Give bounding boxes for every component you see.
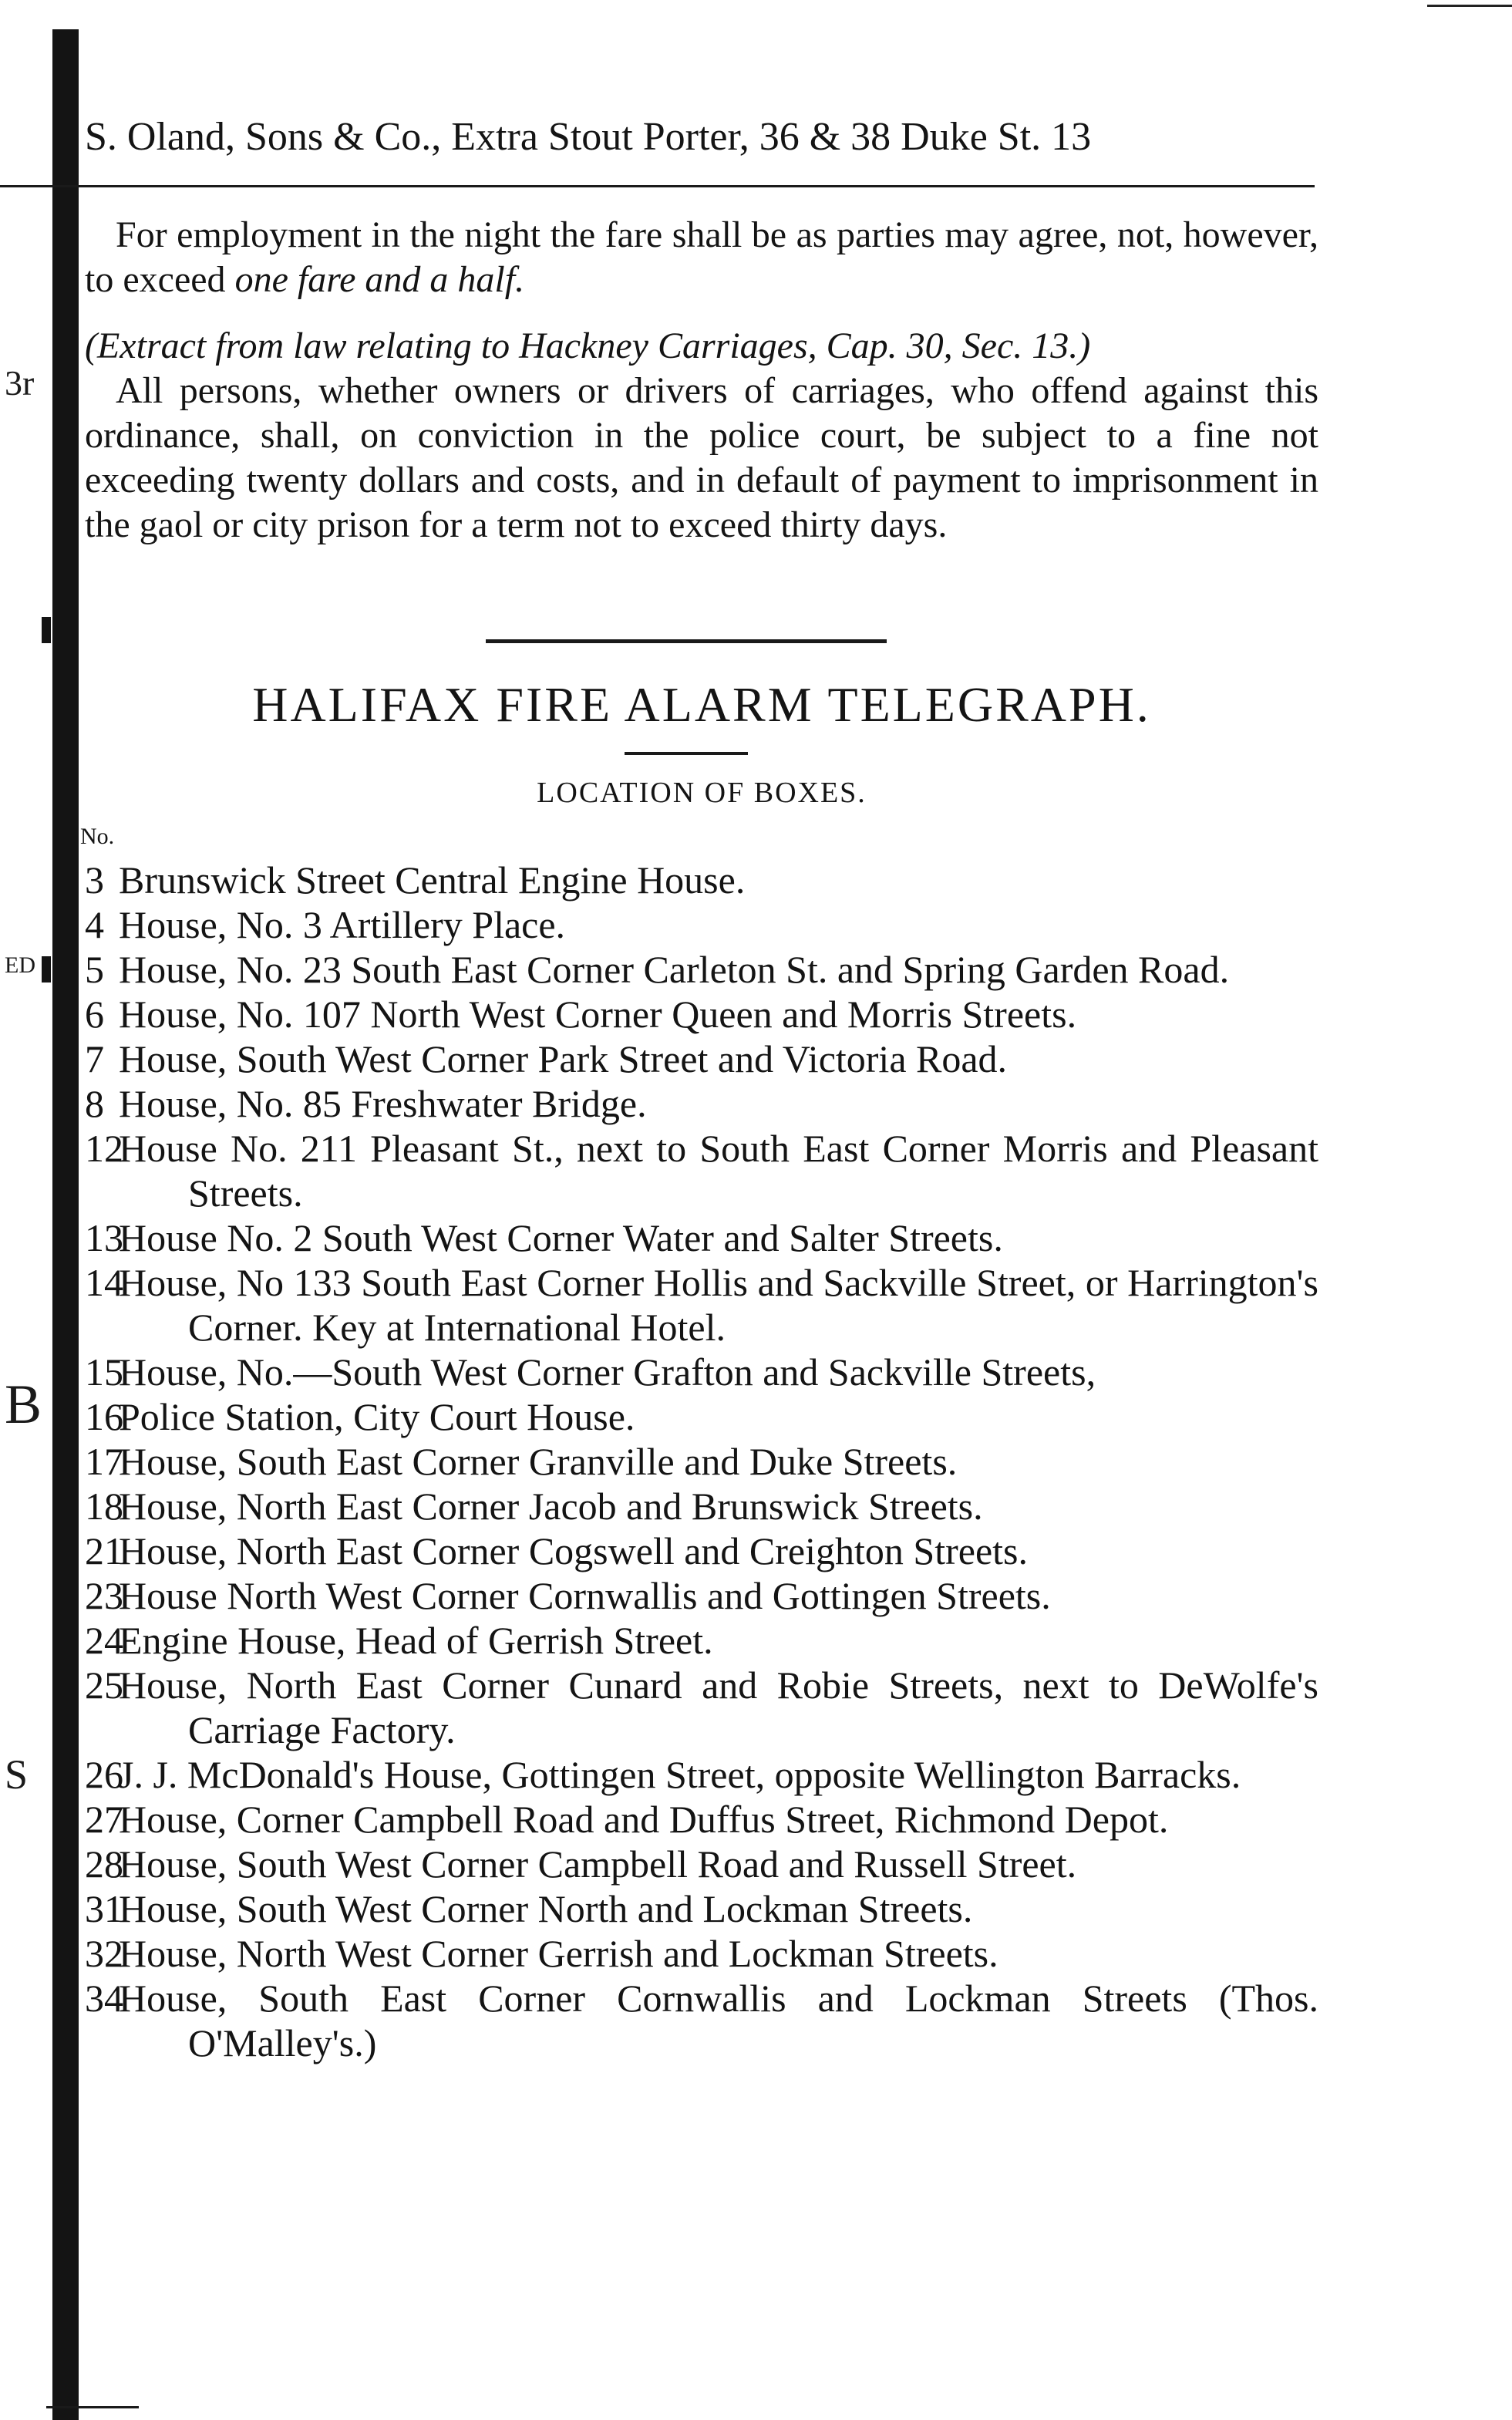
box-entry [85, 1618, 1318, 1663]
box-entry [85, 1529, 1318, 1573]
section-subtitle: LOCATION OF BOXES. [537, 777, 867, 809]
box-location: House, South West Corner Campbell Road and Russell Street. [119, 1842, 1077, 1886]
box-number: 4 [85, 903, 104, 946]
box-location: Engine House, Head of Gerrish Street. [119, 1619, 713, 1662]
box-location: House, No. 107 North West Corner Queen and Morris Streets. [119, 993, 1077, 1036]
box-location: House, South East Corner Cornwallis and Lockman Streets (Thos. O'Malley's.) [119, 1977, 1318, 2064]
box-entry [85, 1797, 1318, 1842]
fare-clause-emphasis: one fare and a half. [234, 259, 525, 300]
box-location: House, No 133 South East Corner Hollis and Sackville Street, or Harrington's Corner. Key at International Hotel. [119, 1261, 1318, 1349]
box-location: House, No. 3 Artillery Place. [119, 903, 566, 946]
box-number: 14 [85, 1261, 123, 1304]
box-number: 13 [85, 1216, 123, 1259]
law-extract-text: All persons, whether owners or drivers of carriages, who offend against this ordinance, shall, on conviction in the police court, be subject to a fine not exceeding twenty dollars and costs, and in default of payment to imprisonment in the gaol or city prison for a term not to exceed thirty days. [85, 370, 1318, 545]
fare-clause [85, 213, 1318, 302]
box-number: 32 [85, 1932, 123, 1975]
binding-chip [42, 617, 51, 643]
box-number: 15 [85, 1350, 123, 1394]
box-entry [85, 902, 1318, 947]
box-number: 7 [85, 1037, 104, 1080]
box-location: House North West Corner Cornwallis and Gottingen Streets. [119, 1574, 1051, 1617]
margin-fragment: B [5, 1373, 42, 1435]
box-location: House, South East Corner Granville and Duke Streets. [119, 1440, 958, 1483]
box-location: House, No. 85 Freshwater Bridge. [119, 1082, 647, 1125]
box-location: House, South West Corner North and Lockman Streets. [119, 1887, 973, 1930]
binding-edge [52, 29, 79, 2420]
box-number: 31 [85, 1887, 123, 1930]
header-rule [0, 185, 1315, 187]
box-entry [85, 1931, 1318, 1976]
box-location: House, North West Corner Gerrish and Lockman Streets. [119, 1932, 998, 1975]
box-entry [85, 1752, 1318, 1797]
box-entry [85, 1886, 1318, 1931]
box-entry [85, 1036, 1318, 1081]
box-number: 12 [85, 1127, 123, 1170]
box-number: 8 [85, 1082, 104, 1125]
number-column-label: No. [80, 824, 115, 849]
box-entry [85, 992, 1318, 1036]
box-location: House, No. 23 South East Corner Carleton St. and Spring Garden Road. [119, 948, 1230, 991]
box-number: 3 [85, 858, 104, 902]
box-list [85, 858, 1318, 2065]
box-location: Police Station, City Court House. [119, 1395, 635, 1438]
box-entry [85, 1394, 1318, 1439]
margin-fragment: 3r [5, 363, 35, 403]
box-number: 26 [85, 1753, 123, 1796]
box-number: 25 [85, 1663, 123, 1707]
box-number: 6 [85, 993, 104, 1036]
box-entry [85, 1842, 1318, 1886]
box-location: House, Corner Campbell Road and Duffus Street, Richmond Depot. [119, 1798, 1169, 1841]
box-entry [85, 1126, 1318, 1215]
box-entry [85, 1976, 1318, 2065]
bottom-rule [46, 2406, 139, 2408]
corner-rule [1427, 5, 1512, 7]
box-entry [85, 1573, 1318, 1618]
box-location: J. J. McDonald's House, Gottingen Street, opposite Wellington Barracks. [119, 1753, 1241, 1796]
box-number: 27 [85, 1798, 123, 1841]
margin-fragment: ED [5, 952, 35, 978]
section-divider [486, 639, 887, 643]
box-location: House No. 211 Pleasant St., next to South East Corner Morris and Pleasant Streets. [119, 1127, 1318, 1215]
box-location: House No. 2 South West Corner Water and Salter Streets. [119, 1216, 1003, 1259]
box-entry [85, 1081, 1318, 1126]
box-entry [85, 1439, 1318, 1484]
title-rule [625, 752, 748, 755]
law-extract [85, 369, 1318, 548]
box-number: 24 [85, 1619, 123, 1662]
box-number: 28 [85, 1842, 123, 1886]
box-number: 21 [85, 1529, 123, 1572]
box-number: 18 [85, 1485, 123, 1528]
running-head: S. Oland, Sons & Co., Extra Stout Porter, 36 & 38 Duke St. 13 [85, 115, 1092, 159]
box-entry [85, 947, 1318, 992]
box-location: Brunswick Street Central Engine House. [119, 858, 746, 902]
law-citation: (Extract from law relating to Hackney Carriages, Cap. 30, Sec. 13.) [85, 325, 1091, 366]
box-location: House, North East Corner Jacob and Brunswick Streets. [119, 1485, 983, 1528]
box-entry [85, 1484, 1318, 1529]
box-number: 16 [85, 1395, 123, 1438]
box-number: 23 [85, 1574, 123, 1617]
box-entry [85, 1663, 1318, 1752]
box-entry [85, 1350, 1318, 1394]
fare-clause-text: For employment in the night the fare shall be as parties may agree, not, however, to exceed [85, 214, 1318, 300]
binding-chip [42, 956, 51, 982]
margin-fragment: S [5, 1751, 29, 1798]
box-number: 34 [85, 1977, 123, 2020]
box-entry [85, 1215, 1318, 1260]
box-location: House, North East Corner Cunard and Robie Streets, next to DeWolfe's Carriage Factory. [119, 1663, 1318, 1751]
box-number: 17 [85, 1440, 123, 1483]
box-number: 5 [85, 948, 104, 991]
box-entry [85, 858, 1318, 902]
box-location: House, South West Corner Park Street and Victoria Road. [119, 1037, 1008, 1080]
box-entry [85, 1260, 1318, 1350]
box-location: House, No.—South West Corner Grafton and Sackville Streets, [119, 1350, 1096, 1394]
box-location: House, North East Corner Cogswell and Creighton Streets. [119, 1529, 1028, 1572]
section-title: HALIFAX FIRE ALARM TELEGRAPH. [252, 677, 1151, 732]
